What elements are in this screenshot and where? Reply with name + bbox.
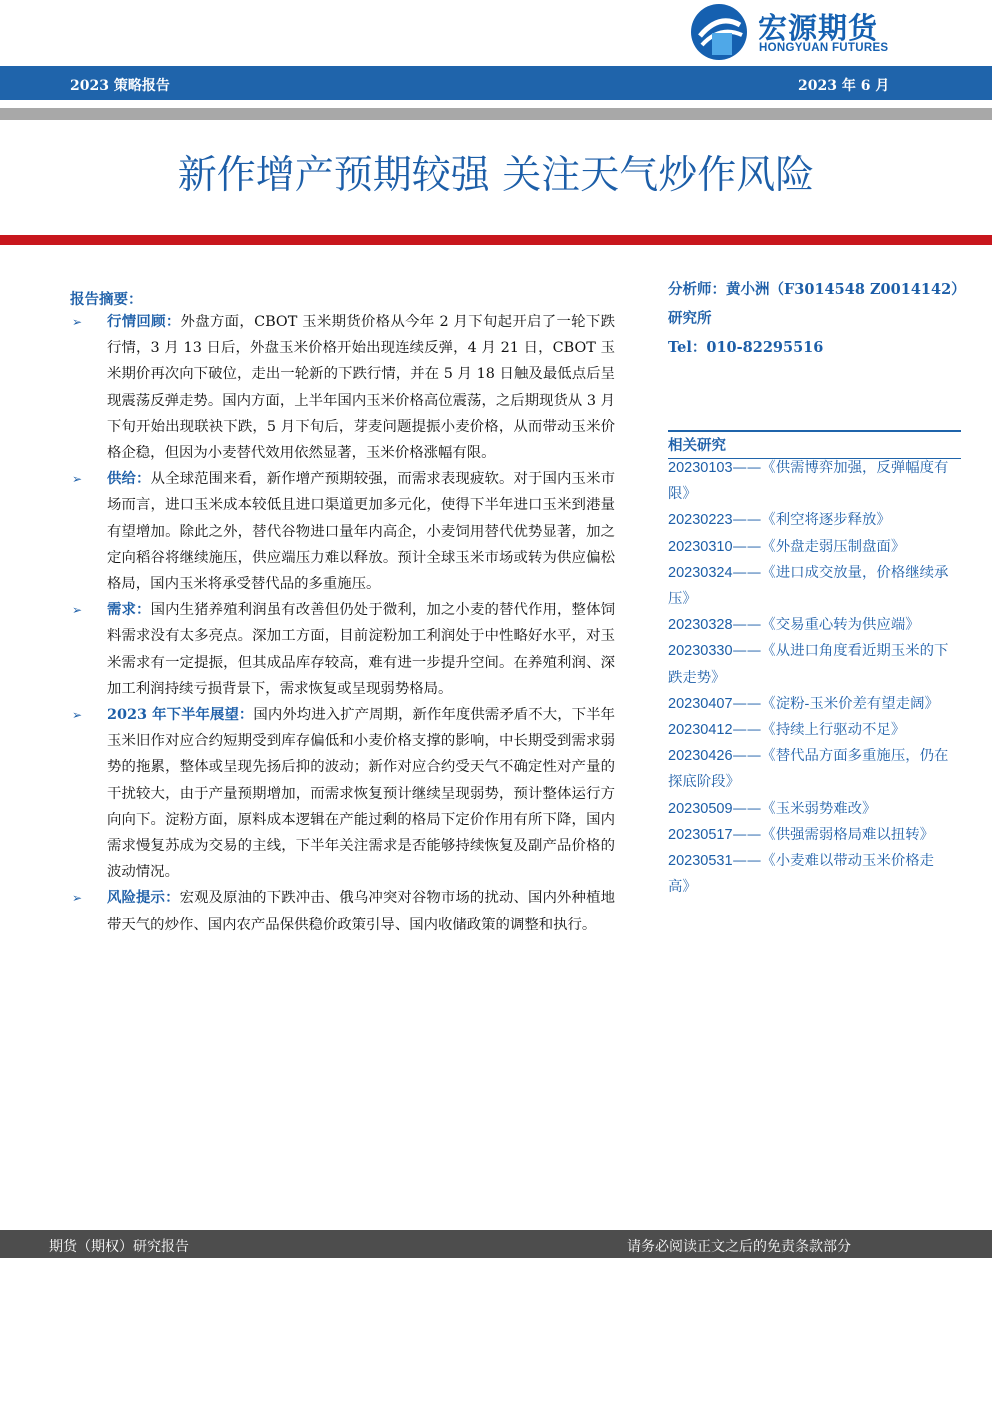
related-item-title: ——《玉米弱势难改》 (732, 800, 877, 817)
related-research-list (668, 455, 954, 900)
analyst-info (668, 275, 966, 362)
analyst-phone: Tel：010-82295516 (668, 339, 824, 356)
header-bar (0, 66, 992, 100)
bullet-label: 2023 年下半年展望： (107, 706, 254, 724)
bullet-text: 从全球范围来看，新作增产预期较强，而需求表现疲软。对于国内玉米市场而言，进口玉米成本较低且进口渠道更加多元化，使得下半年进口玉米到港量有望增加。除此之外，替代谷物进口量年内高企，小麦饲用替代优势显著，加之定向稻谷将继续施压，供应端压力难以释放。预计全球玉米市场或转为供应偏松格局，国内玉米将承受替代品的多重施压。 (107, 471, 615, 593)
chevron-right-icon: ➢ (72, 315, 83, 329)
related-item-date: 20230531 (668, 853, 733, 870)
abstract-bullets (70, 309, 615, 938)
bullet-risk (70, 885, 615, 937)
bullet-outlook (70, 702, 615, 885)
bullet-text: 国内生猪养殖利润虽有改善但仍处于微利，加之小麦的替代作用，整体饲料需求没有太多亮点。深加工方面，目前淀粉加工利润处于中性略好水平，对玉米需求有一定提振，但其成品库存较高，难有进一步提升空间。在养殖利润、深加工利润持续亏损背景下，需求恢复或呈现弱势格局。 (107, 602, 615, 697)
report-date-label: 2023 年 6 月 (798, 78, 890, 94)
chevron-right-icon: ➢ (72, 603, 83, 618)
related-item-title: ——《从进口角度看近期玉米的下跌走势》 (668, 643, 949, 686)
related-item[interactable] (668, 822, 954, 848)
footer-disclaimer-note: 请务必阅读正文之后的免责条款部分 (627, 1239, 851, 1255)
related-item-date: 20230509 (668, 800, 733, 817)
chevron-right-icon: ➢ (72, 708, 83, 723)
bullet-text: 国内外均进入扩产周期，新作年度供需矛盾不大，下半年玉米旧作对应合约短期受到库存偏低和小麦价格支撑的影响，中长期受到需求弱势的拖累，整体或呈现先扬后抑的波动；新作对应合约受天气不确定性对产量的干扰较大，由于产量预期增加，而需求恢复预计继续呈现弱势，预计整体运行方向向下。淀粉方面，原料成本逻辑在产能过剩的格局下定价作用有所下降，国内需求慢复苏成为交易的主线，下半年关注需求是否能够持续恢复及副产品价格的波动情况。 (107, 707, 615, 881)
bullet-label: 行情回顾： (107, 313, 181, 330)
related-item[interactable] (668, 455, 954, 507)
related-item-date: 20230426 (668, 748, 733, 765)
bullet-text: 外盘方面，CBOT 玉米期货价格从今年 2 月下旬起开启了一轮下跌行情，3 月 13 日后，外盘玉米价格开始出现连续反弹，4 月 21 日，CBOT 玉米期价再次向下破位，走出一轮新的下跌行情，并在 5 月 18 日触及最低点后呈现震荡反弹走势。国内方面，上半年国内玉米价格高位震荡，之后期现货从 3 月下旬开始出现联袂下跌，5 月下旬后，芽麦问题提振小麦价格，从而带动玉米价格企稳，但因为小麦替代效用依然显著，玉米价格涨幅有限。 (107, 314, 615, 462)
related-item-date: 20230324 (668, 564, 733, 581)
report-title: 新作增产预期较强 关注天气炒作风险 (177, 153, 815, 198)
abstract-heading: 报告摘要： (70, 291, 143, 308)
related-item-title: ——《进口成交放量，价格继续承压》 (668, 564, 949, 608)
related-item-title: ——《淀粉-玉米价差有望走阔》 (732, 695, 939, 712)
related-item-title: ——《替代品方面多重施压，仍在探底阶段》 (668, 748, 949, 791)
related-research-heading: 相关研究 (668, 430, 961, 459)
bullet-text: 宏观及原油的下跌冲击、俄乌冲突对谷物市场的扰动、国内外种植地带天气的炒作、国内农产品保供稳价政策引导、国内收储政策的调整和执行。 (107, 890, 615, 933)
footer-report-type: 期货（期权）研究报告 (49, 1239, 189, 1255)
chevron-right-icon: ➢ (72, 891, 83, 906)
bullet-label: 供给： (107, 470, 151, 488)
related-item[interactable] (668, 612, 954, 638)
footer-bar (0, 1230, 992, 1258)
bullet-label: 风险提示： (107, 889, 180, 907)
analyst-name: 分析师：黄小洲（F3014548 Z0014142） (668, 281, 966, 298)
bullet-supply (70, 466, 615, 597)
related-item-date: 20230330 (668, 643, 733, 660)
analyst-department: 研究所 (668, 310, 712, 327)
chevron-right-icon: ➢ (72, 472, 83, 487)
logo-name-en: HONGYUAN FUTURES (759, 42, 889, 54)
related-item-title: ——《持续上行驱动不足》 (732, 722, 906, 739)
related-item[interactable] (668, 848, 954, 900)
related-item[interactable] (668, 691, 954, 717)
bullet-market-review (70, 309, 615, 466)
related-item-title: ——《供强需弱格局难以扭转》 (732, 826, 934, 843)
header-divider (0, 108, 992, 120)
related-item-date: 20230310 (668, 538, 733, 555)
related-item-date: 20230517 (668, 826, 733, 843)
related-item[interactable] (668, 743, 954, 795)
related-item-date: 20230407 (668, 695, 733, 712)
related-item-title: ——《交易重心转为供应端》 (732, 617, 920, 634)
related-item-date: 20230412 (668, 722, 733, 739)
related-item-title: ——《外盘走弱压制盘面》 (732, 538, 906, 555)
bullet-label: 需求： (107, 601, 151, 619)
related-item-date: 20230328 (668, 617, 733, 634)
logo-name-cn: 宏源期货 (758, 11, 879, 45)
related-item-date: 20230223 (668, 512, 733, 529)
title-divider (0, 235, 992, 245)
related-item-title: ——《供需博弈加强，反弹幅度有限》 (668, 460, 949, 503)
related-item[interactable] (668, 507, 954, 533)
report-type-label: 2023 策略报告 (70, 78, 170, 94)
related-item-title: ——《利空将逐步释放》 (732, 512, 891, 529)
related-item[interactable] (668, 796, 954, 822)
related-item[interactable] (668, 560, 954, 612)
related-item-date: 20230103 (668, 460, 733, 476)
related-item[interactable] (668, 534, 954, 560)
company-logo (682, 0, 902, 64)
bullet-demand (70, 597, 615, 702)
related-item[interactable] (668, 717, 954, 743)
related-item-title: ——《小麦难以带动玉米价格走高》 (668, 853, 934, 896)
related-item[interactable] (668, 638, 954, 690)
logo-emblem-icon (690, 3, 748, 61)
